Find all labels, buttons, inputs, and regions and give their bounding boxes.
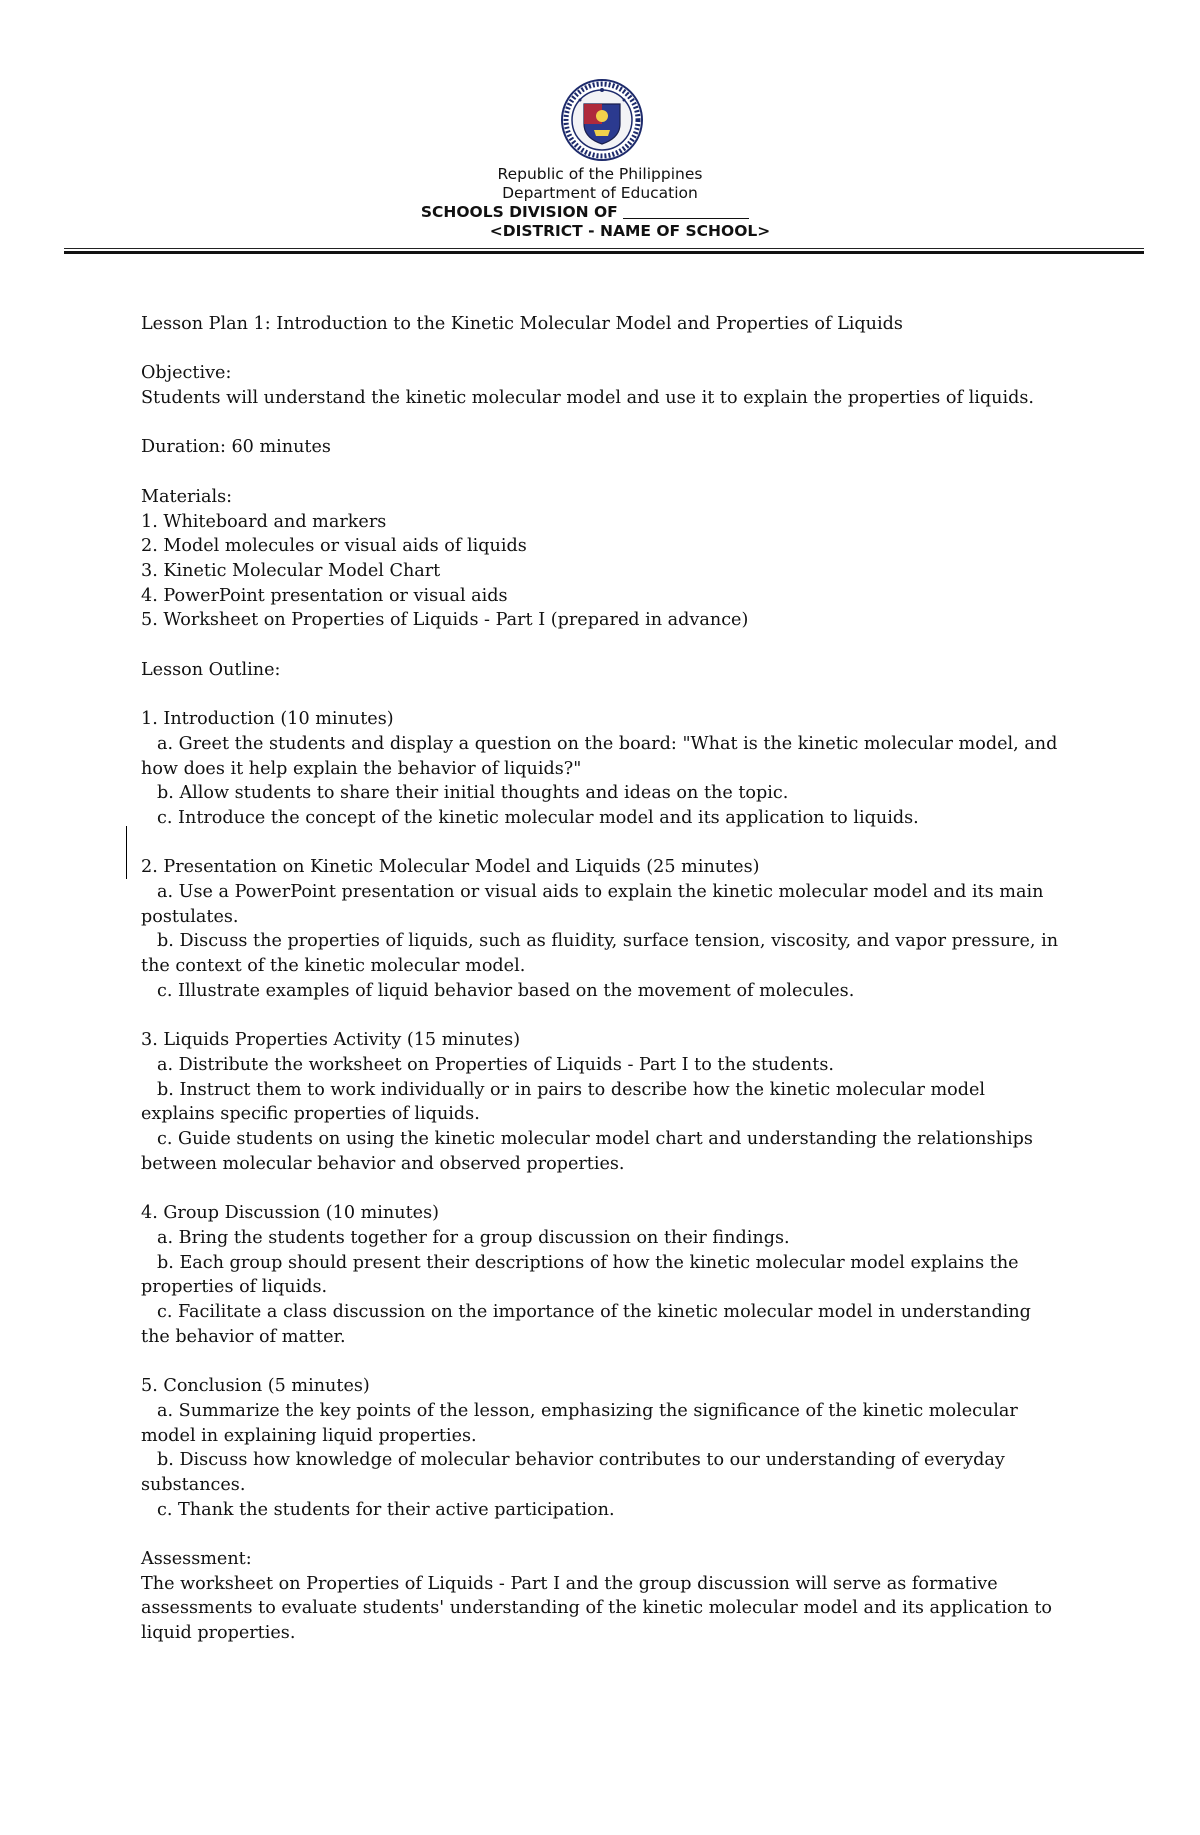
objective-text: Students will understand the kinetic molecular model and use it to explain the properties of liquids. (141, 388, 1034, 409)
header-divider-thin (64, 248, 1144, 249)
material-item: 4. PowerPoint presentation or visual aids (141, 585, 508, 606)
section-heading: 2. Presentation on Kinetic Molecular Model and Liquids (25 minutes) (141, 857, 760, 878)
material-item: 5. Worksheet on Properties of Liquids - Part I (prepared in advance) (141, 610, 749, 631)
section-heading: 3. Liquids Properties Activity (15 minutes) (141, 1030, 521, 1051)
section-item: c. Illustrate examples of liquid behavior based on the movement of molecules. (157, 980, 855, 1001)
division-line (0, 203, 1200, 221)
deped-seal-icon (560, 78, 644, 162)
material-item: 3. Kinetic Molecular Model Chart (141, 560, 441, 581)
section-item: c. Thank the students for their active participation. (157, 1499, 615, 1520)
school-placeholder (0, 222, 1200, 240)
section-item: b. Discuss the properties of liquids, such as fluidity, surface tension, viscosity, and vapor pressure, in the context of the kinetic molecular model. (141, 931, 1059, 977)
section-item: b. Each group should present their descriptions of how the kinetic molecular model explains the properties of liquids. (141, 1252, 1019, 1298)
section-item: a. Bring the students together for a group discussion on their findings. (157, 1227, 790, 1248)
section-item: b. Instruct them to work individually or in pairs to describe how the kinetic molecular model explains specific properties of liquids. (141, 1079, 986, 1125)
section-heading: 4. Group Discussion (10 minutes) (141, 1203, 439, 1224)
material-item: 1. Whiteboard and markers (141, 511, 387, 532)
school-placeholder-text: <DISTRICT - NAME OF SCHOOL> (489, 222, 771, 240)
section-heading: 5. Conclusion (5 minutes) (141, 1376, 370, 1397)
section-item: c. Facilitate a class discussion on the importance of the kinetic molecular model in understanding the behavior of matter. (141, 1302, 1031, 1347)
duration: Duration: 60 minutes (141, 437, 331, 458)
material-item: 2. Model molecules or visual aids of liquids (141, 536, 527, 557)
materials-label: Materials: (141, 486, 233, 507)
section-item: b. Discuss how knowledge of molecular behavior contributes to our understanding of everyday substances. (141, 1450, 1005, 1495)
header-divider-thick (64, 251, 1144, 254)
outline-label: Lesson Outline: (141, 659, 281, 680)
objective-label: Objective: (141, 363, 232, 384)
section-item: b. Allow students to share their initial thoughts and ideas on the topic. (157, 783, 789, 804)
lesson-title: Lesson Plan 1: Introduction to the Kinetic Molecular Model and Properties of Liquids (141, 314, 903, 334)
department-name: Department of Education (502, 184, 698, 202)
division-blank (623, 204, 749, 219)
section-item: a. Summarize the key points of the lesson, emphasizing the significance of the kinetic molecular model in explaining liquid properties. (141, 1400, 1018, 1446)
section-item: a. Use a PowerPoint presentation or visual aids to explain the kinetic molecular model and its main postulates. (141, 882, 1044, 927)
lesson-body (141, 312, 1061, 1646)
country-name: Republic of the Philippines (497, 165, 703, 183)
section-item: a. Distribute the worksheet on Properties of Liquids - Part I to the students. (157, 1054, 834, 1075)
section-item: c. Introduce the concept of the kinetic molecular model and its application to liquids. (157, 807, 919, 828)
section-item: c. Guide students on using the kinetic molecular model chart and understanding the relationships between molecular behavior and observed properties. (141, 1129, 1033, 1174)
text-cursor (126, 826, 127, 879)
section-heading: 1. Introduction (10 minutes) (141, 709, 394, 730)
section-item: a. Greet the students and display a question on the board: "What is the kinetic molecular model, and how does it help explain the behavior of liquids?" (141, 733, 1058, 779)
assessment-text: The worksheet on Properties of Liquids - Part I and the group discussion will serve as formative assessments to evaluate students' understanding of the kinetic molecular model and its application to liquid properties. (141, 1573, 1053, 1644)
assessment-label: Assessment: (141, 1549, 252, 1569)
division-label: SCHOOLS DIVISION OF (420, 203, 618, 221)
